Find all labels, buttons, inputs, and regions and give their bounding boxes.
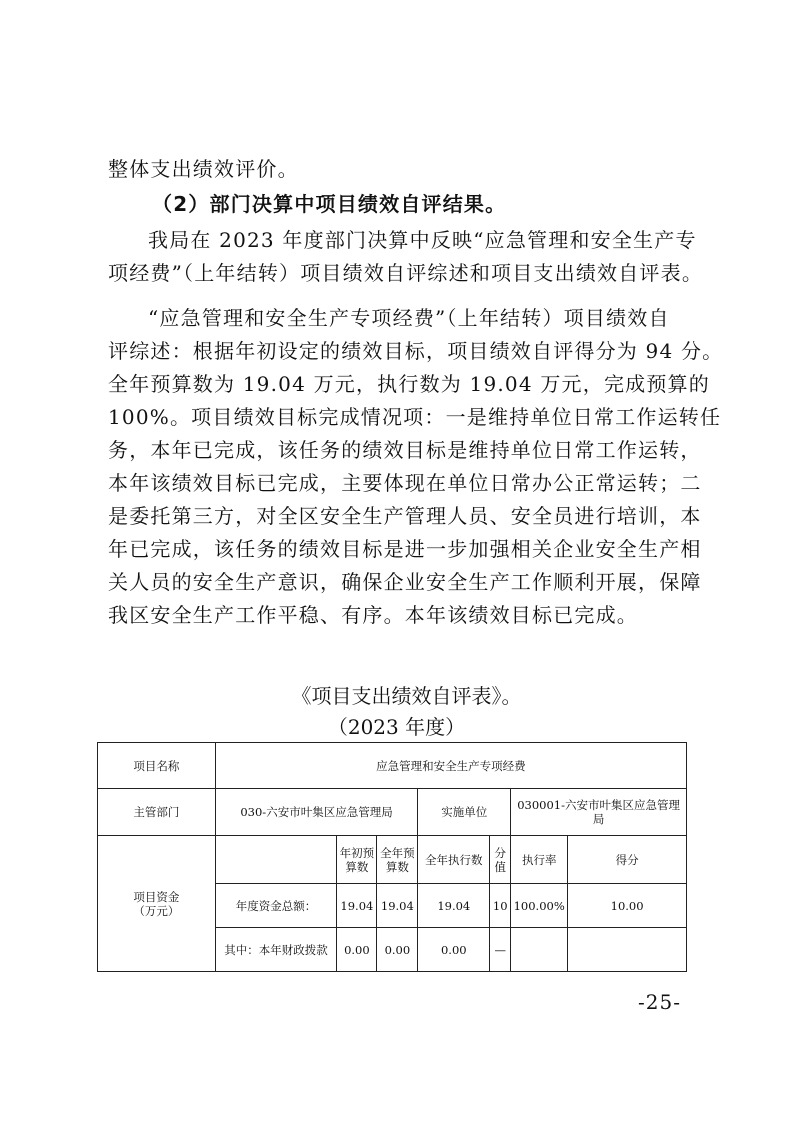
text-line: 整体支出绩效评价。 <box>108 157 299 181</box>
project-name-value: 应急管理和安全生产专项经费 <box>215 743 686 789</box>
impl-value: 030001-六安市叶集区应急管理局 <box>511 789 687 836</box>
table-row <box>98 743 687 789</box>
paragraph-summary <box>108 224 704 290</box>
text-line: 本年该绩效目标已完成，主要体现在单位日常办公正常运转；二 <box>108 471 702 495</box>
row-total-score: 10.00 <box>568 884 687 928</box>
dept-value: 030-六安市叶集区应急管理局 <box>215 789 418 836</box>
header-execution: 全年执行数 <box>418 836 490 884</box>
table-title: 《项目支出绩效自评表》。 <box>291 684 522 708</box>
row-fiscal-label: 其中：本年财政拨款 <box>215 928 337 972</box>
text-line: 评综述：根据年初设定的绩效目标，项目绩效自评得分为 94 分。 <box>108 339 724 363</box>
text-line: 是委托第三方，对全区安全生产管理人员、安全员进行培训，本 <box>108 504 702 528</box>
row-fiscal-full: 0.00 <box>377 928 418 972</box>
table-row <box>98 789 687 836</box>
text-line: 我区安全生产工作平稳、有序。本年该绩效目标已完成。 <box>108 603 638 627</box>
row-fiscal-exec: 0.00 <box>418 928 490 972</box>
row-total-exec: 19.04 <box>418 884 490 928</box>
row-total-full: 19.04 <box>377 884 418 928</box>
text-line: 年已完成，该任务的绩效目标是进一步加强相关企业安全生产相 <box>108 537 702 561</box>
header-score-weight: 分值 <box>490 836 511 884</box>
header-score: 得分 <box>568 836 687 884</box>
text-line: 务，本年已完成，该任务的绩效目标是维持单位日常工作运转， <box>108 438 702 462</box>
table-year: （2023 年度） <box>327 715 466 739</box>
paragraph-intro-end <box>108 153 700 186</box>
dept-label: 主管部门 <box>98 789 216 836</box>
row-fiscal-rate <box>511 928 568 972</box>
header-full-budget: 全年预算数 <box>377 836 418 884</box>
row-fiscal-score <box>568 928 687 972</box>
row-fiscal-weight: — <box>490 928 511 972</box>
impl-label: 实施单位 <box>418 789 511 836</box>
row-fiscal-initial: 0.00 <box>337 928 377 972</box>
row-total-initial: 19.04 <box>337 884 377 928</box>
performance-table <box>97 742 687 972</box>
funds-label: 项目资金 （万元） <box>98 836 216 972</box>
text-line: 关人员的安全生产意识，确保企业安全生产工作顺利开展，保障 <box>108 570 702 594</box>
paragraph-review <box>108 302 724 632</box>
text-line: 我局在 2023 年度部门决算中反映“应急管理和安全生产专 <box>148 228 697 252</box>
row-total-label: 年度资金总额： <box>215 884 337 928</box>
row-total-weight: 10 <box>490 884 511 928</box>
header-rate: 执行率 <box>511 836 568 884</box>
empty-cell <box>215 836 337 884</box>
section-heading: （2）部门决算中项目绩效自评结果。 <box>152 192 507 216</box>
text-line: 100%。项目绩效目标完成情况项：一是维持单位日常工作运转任 <box>108 405 722 429</box>
header-initial-budget: 年初预算数 <box>337 836 377 884</box>
project-name-label: 项目名称 <box>98 743 216 789</box>
text-line: “应急管理和安全生产专项经费”（上年结转）项目绩效自 <box>148 306 670 330</box>
page-number: -25- <box>638 990 681 1014</box>
table-row <box>98 836 687 884</box>
row-total-rate: 100.00% <box>511 884 568 928</box>
text-line: 全年预算数为 19.04 万元，执行数为 19.04 万元，完成预算的 <box>108 372 710 396</box>
text-line: 项经费”（上年结转）项目绩效自评综述和项目支出绩效自评表。 <box>108 261 704 285</box>
